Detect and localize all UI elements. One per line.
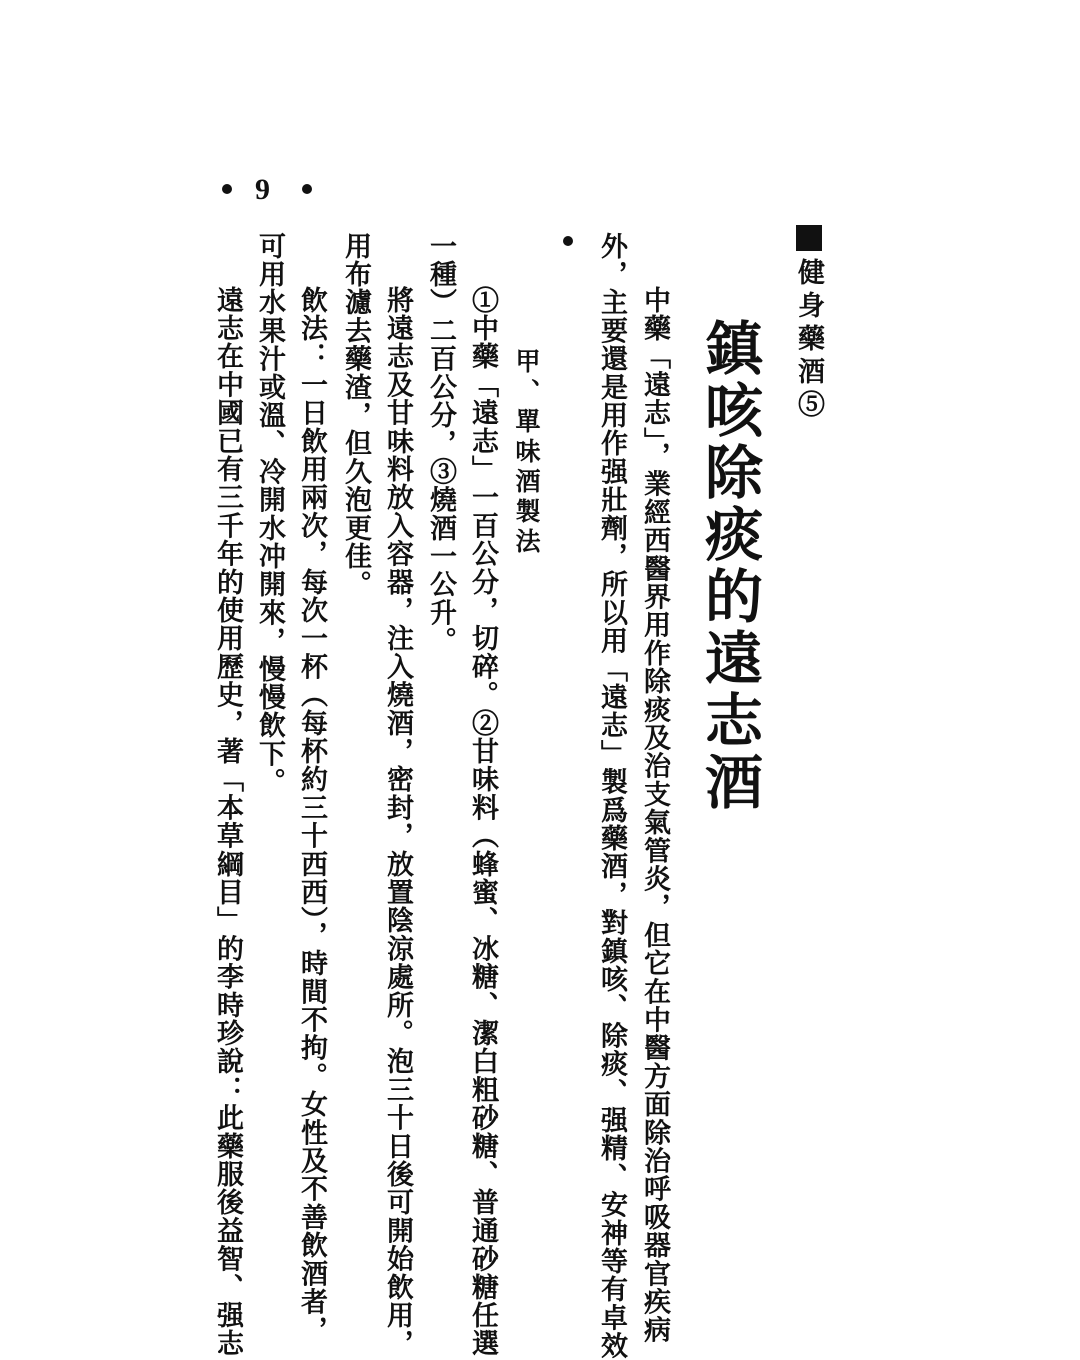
page-number-dot-icon [302,184,312,194]
section-title: 甲、單味酒製法 [512,348,541,558]
intro-line-1: 中藥「遠志」，業經西醫界用作除痰及治支氣管炎，但它在中醫方面除治呼吸器官疾病 [639,286,670,1345]
method-line-3: 將遠志及甘味料放入容器，注入燒酒，密封，放置陰涼處所。泡三十日後可開始飲用， [382,286,413,1358]
header-block-icon [796,225,822,251]
page-number-dot-icon [222,184,232,194]
method-line-5: 飲法：一日飲用兩次，每次一杯（每杯約三十西西），時間不拘。女性及不善飲酒者， [296,286,327,1345]
method-line-2: 一種）二百公分，③燒酒一公升。 [425,232,456,655]
divider-dot-icon [563,236,573,246]
series-header: 健身藥酒⑤ [793,258,824,423]
method-line-4: 用布濾去藥渣，但久泡更佳。 [340,232,371,599]
page-number: 9 [255,173,270,206]
article-title: 鎮咳除痰的遠志酒 [695,318,763,814]
method-line-6: 可用水果汁或溫、冷開水冲開來，慢慢飲下。 [254,232,285,796]
intro-line-2: 外，主要還是用作强壯劑，所以用「遠志」製爲藥酒，對鎮咳、除痰、强精、安神等有卓效 [596,232,627,1360]
method-line-1: ①中藥「遠志」一百公分，切碎。②甘味料（蜂蜜、冰糖、潔白粗砂糖、普通砂糖任選 [467,286,498,1358]
method-line-7: 遠志在中國已有三千年的使用歷史，著「本草綱目」的李時珍說：此藥服後益智、强志 [212,286,243,1358]
